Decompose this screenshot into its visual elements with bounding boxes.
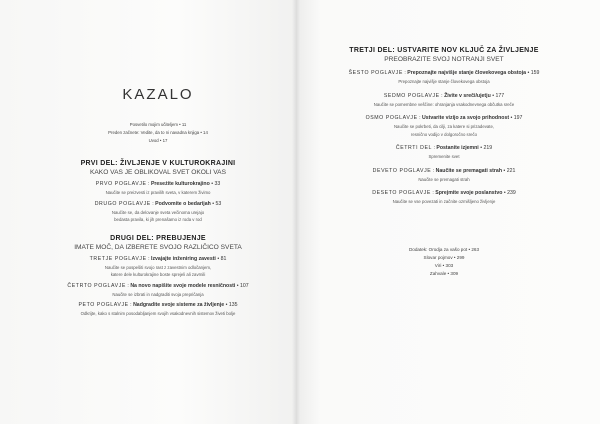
chapter-description: bedasta pravila, ki jih prenašamo iz roda v rod bbox=[114, 217, 202, 222]
chapter-heading: DRUGO POGLAVJE : Podvomite o bedarijah • 53 bbox=[94, 200, 222, 207]
chapter-entry bbox=[310, 167, 578, 184]
back-matter-item: Viri • 303 bbox=[434, 262, 454, 268]
chapter-page: 239 bbox=[507, 190, 516, 196]
part-title: TRETJI DEL: USTVARITE NOV KLJUČ ZA ŽIVLJENJE bbox=[349, 47, 539, 54]
chapter-description: Naučite se vse povezati in začnite ozmišljeno življenje bbox=[392, 199, 496, 204]
front-matter-list bbox=[38, 121, 278, 145]
chapter-description: Naučite se pokrbeti, da cilji, za katere si prizadevate, bbox=[393, 124, 495, 129]
chapter-label: PRVO POGLAVJE bbox=[95, 181, 147, 187]
chapter-heading: SEDMO POGLAVJE : Živite v sreči/ujetju • 177 bbox=[383, 92, 505, 99]
back-matter-item: Dodatek: Orodja za vašo pot • 263 bbox=[408, 246, 480, 252]
chapter-entry bbox=[310, 92, 578, 109]
front-matter-item: Uvod • 17 bbox=[148, 138, 168, 143]
chapter-label: PETO POGLAVJE bbox=[78, 302, 129, 308]
chapter-page: 221 bbox=[506, 167, 516, 174]
part-2 bbox=[38, 234, 278, 318]
chapter-heading: PETO POGLAVJE : Nadgradite svoje sisteme za življenje • 135 bbox=[78, 302, 238, 308]
chapter-entry bbox=[310, 114, 578, 138]
book-gutter bbox=[292, 0, 300, 424]
chapter-entry bbox=[310, 144, 578, 161]
part-title: DRUGI DEL: PREBUJENJE bbox=[110, 234, 206, 242]
chapter-heading: DESETO POGLAVJE : Sprejmite svoje poslanstvo • 239 bbox=[372, 190, 516, 196]
chapter-label: ŠESTO POGLAVJE bbox=[348, 70, 403, 76]
chapter-entry bbox=[38, 301, 278, 318]
chapter-label: DEVETO POGLAVJE bbox=[372, 167, 432, 174]
chapter-heading: ČETRTO POGLAVJE : Na novo napišite svoje modele resničnosti • 107 bbox=[67, 282, 249, 289]
front-matter-item: Posvetilo mojim učiteljem • 11 bbox=[129, 122, 187, 127]
chapter-heading: ŠESTO POGLAVJE : Prepoznajte najvišje stanje človekovega obstoja • 159 bbox=[348, 70, 540, 76]
chapter-description: Naučite se izbrati in nadgraditi svoja prepričanja bbox=[112, 291, 204, 297]
chapter-name: Ustvarite vizijo za svojo prihodnost bbox=[422, 115, 510, 121]
chapter-heading: TRETJE POGLAVJE : Izvajajte inženiring zavesti • 81 bbox=[89, 255, 227, 262]
chapter-name: Sprejmite svoje poslanstvo bbox=[435, 190, 503, 196]
part-1 bbox=[38, 159, 278, 224]
chapter-name: Prepoznajte najvišje stanje človekovega obstoja bbox=[407, 70, 527, 76]
chapter-entry bbox=[38, 200, 278, 224]
chapter-description: Prepoznajte najvišje stanje človekovega obstoja bbox=[398, 79, 490, 84]
chapter-name: Podvomite o bedarijah bbox=[155, 200, 211, 207]
chapter-label: OSMO POGLAVJE bbox=[365, 115, 418, 121]
chapter-label: ČETRTO POGLAVJE bbox=[67, 282, 126, 289]
left-page-content bbox=[38, 86, 278, 318]
chapter-description: Naučite se preizvesti iz pravilih sveta, v katerem živimo bbox=[105, 190, 211, 195]
chapter-description: Odkrijte, kako s stalnim posodabljanjem svojih vsakodnevnih sistemov živeti bolje bbox=[80, 311, 236, 316]
back-matter-list bbox=[310, 246, 578, 278]
front-matter-item: Preden začnete: Vedite, da to ni navadna knjiga • 14 bbox=[108, 130, 208, 135]
chapter-heading: OSMO POGLAVJE : Ustvarite vizijo za svojo prihodnost • 197 bbox=[365, 115, 523, 121]
back-matter-item: Slovar pojmov • 299 bbox=[423, 254, 465, 260]
chapter-entry bbox=[38, 180, 278, 197]
chapter-label: SEDMO POGLAVJE bbox=[383, 92, 440, 99]
chapter-page: 197 bbox=[513, 115, 523, 121]
part-3 bbox=[310, 46, 578, 206]
part-title: PRVI DEL: ŽIVLJENJE V KULTUROKRAJINI bbox=[80, 160, 236, 167]
chapter-entry bbox=[310, 189, 578, 206]
chapter-description: Naučite se, da delovanje sveta večinoma urejajo bbox=[111, 209, 205, 215]
chapter-description: Naučite se premagati strah bbox=[418, 176, 470, 182]
chapter-entry bbox=[38, 282, 278, 299]
back-matter-item: Zahvale • 309 bbox=[429, 270, 459, 276]
chapter-heading: PRVO POGLAVJE : Preseżite kulturokrajino • 33 bbox=[95, 181, 221, 187]
part-subtitle: PREOBRAZITE SVOJ NOTRANJI SVET bbox=[384, 56, 504, 63]
chapter-entry bbox=[38, 255, 278, 279]
chapter-label: DRUGO POGLAVJE bbox=[94, 200, 151, 207]
chapter-page: 159 bbox=[530, 70, 540, 76]
chapter-name: Naučite se premagati strah bbox=[435, 167, 502, 174]
part-subtitle: IMATE MOČ, DA IZBERETE SVOJO RAZLIČICO SVETA bbox=[74, 243, 242, 251]
chapter-label: DESETO POGLAVJE bbox=[372, 190, 431, 196]
chapter-name: Preseżite kulturokrajino bbox=[150, 181, 210, 187]
chapter-page: 53 bbox=[215, 200, 222, 207]
chapter-page: 33 bbox=[214, 181, 221, 187]
chapter-description: Spremenite svet bbox=[428, 154, 460, 159]
chapter-name: Postanite izjemni bbox=[436, 145, 479, 151]
part-subtitle: KAKO VAS JE OBLIKOVAL SVET OKOLI VAS bbox=[90, 169, 226, 176]
chapter-page: 81 bbox=[220, 255, 227, 262]
chapter-page: 177 bbox=[495, 92, 505, 99]
chapter-page: 135 bbox=[228, 302, 238, 308]
chapter-description: resnično vodijo v dolgoročno srečo bbox=[410, 131, 478, 137]
chapter-name: Na novo napišite svoje modele resničnosti bbox=[130, 282, 236, 289]
chapter-entry bbox=[310, 69, 578, 86]
chapter-label: TRETJE POGLAVJE bbox=[89, 255, 147, 262]
page-title: KAZALO bbox=[122, 86, 194, 103]
chapter-name: Nadgradite svoje sisteme za življenje bbox=[133, 302, 225, 308]
chapter-name: Živite v sreči/ujetju bbox=[444, 92, 491, 99]
chapter-page: 107 bbox=[239, 282, 249, 289]
chapter-name: Izvajajte inženiring zavesti bbox=[151, 255, 216, 262]
chapter-description: katere dele kulturokrajine boste sprejeli ali zavrnili bbox=[110, 272, 206, 277]
chapter-description: Naučite se pospešiti svojo rast z zavestnim odločanjem, bbox=[104, 264, 212, 270]
chapter-heading: DEVETO POGLAVJE : Naučite se premagati strah • 221 bbox=[372, 167, 516, 174]
chapter-description: Naučite se pomembne veščine: ohranjanja vsakodnevnega občutka sreče bbox=[373, 101, 515, 107]
chapter-label: ČETRTI DEL bbox=[395, 145, 433, 151]
chapter-page: 219 bbox=[483, 145, 493, 151]
right-page-content bbox=[310, 46, 578, 278]
chapter-heading: ČETRTI DEL : Postanite izjemni • 219 bbox=[395, 145, 493, 151]
